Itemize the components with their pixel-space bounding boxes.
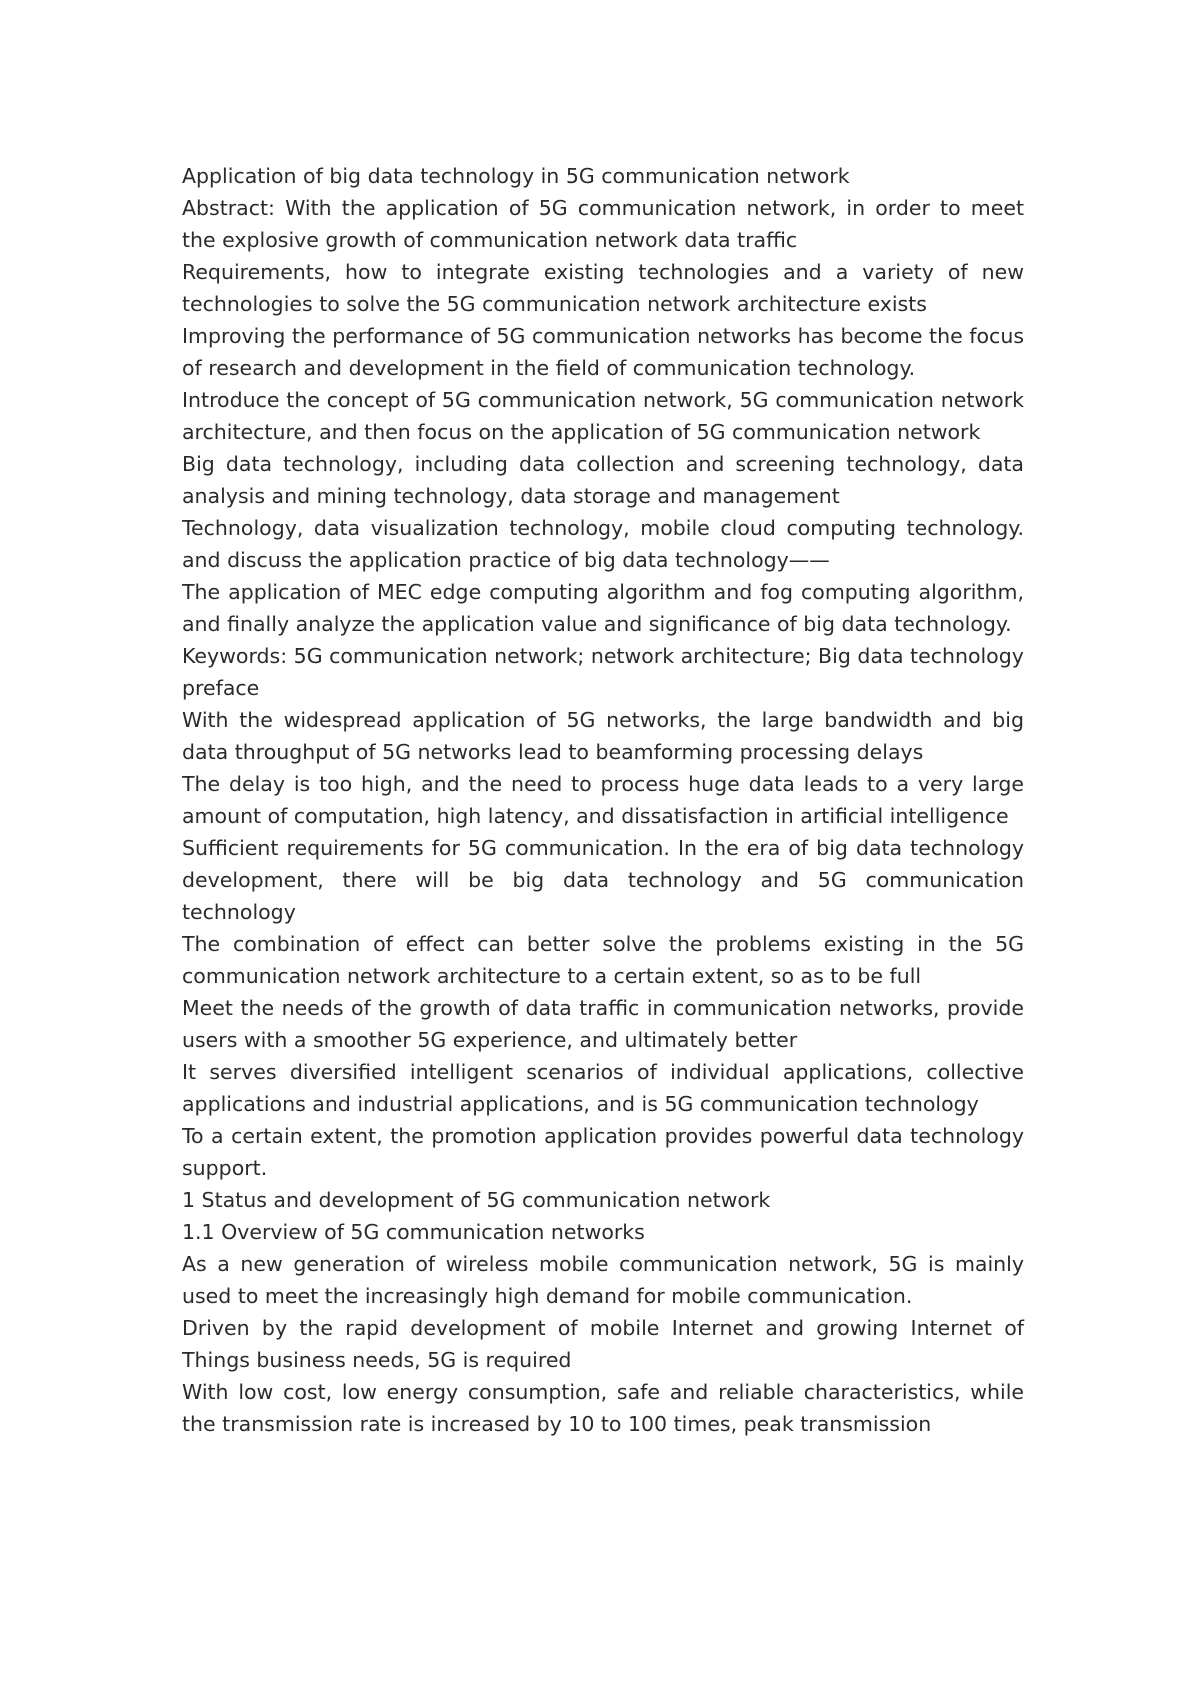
paragraph: To a certain extent, the promotion application provides powerful data technology support. <box>182 1124 1024 1180</box>
paragraph: Requirements, how to integrate existing technologies and a variety of new technologies to solve the 5G communication network architecture exists <box>182 260 1024 316</box>
section-heading: 1 Status and development of 5G communication network <box>182 1188 771 1212</box>
paragraph: Sufficient requirements for 5G communication. In the era of big data technology development, there will be big data technology and 5G communication technology <box>182 836 1024 924</box>
document-title: Application of big data technology in 5G communication network <box>182 164 850 188</box>
paragraph: With low cost, low energy consumption, safe and reliable characteristics, while the transmission rate is increased by 10 to 100 times, peak transmission <box>182 1380 1024 1436</box>
keywords-paragraph: Keywords: 5G communication network; network architecture; Big data technology <box>182 644 1024 668</box>
paragraph: The delay is too high, and the need to process huge data leads to a very large amount of computation, high latency, and dissatisfaction in artificial intelligence <box>182 772 1024 828</box>
subsection-heading: 1.1 Overview of 5G communication networks <box>182 1220 645 1244</box>
paragraph: Technology, data visualization technology, mobile cloud computing technology. and discuss the application practice of big data technology—— <box>182 516 1024 572</box>
section-heading-preface: preface <box>182 676 260 700</box>
paragraph: Introduce the concept of 5G communication network, 5G communication network architecture, and then focus on the application of 5G communication network <box>182 388 1024 444</box>
abstract-paragraph: Abstract: With the application of 5G communication network, in order to meet the explosive growth of communication network data traffic <box>182 196 1024 252</box>
paragraph: Meet the needs of the growth of data traffic in communication networks, provide users with a smoother 5G experience, and ultimately better <box>182 996 1024 1052</box>
document-body <box>182 160 1024 1440</box>
paragraph: Improving the performance of 5G communication networks has become the focus of research and development in the field of communication technology. <box>182 324 1024 380</box>
paragraph: Driven by the rapid development of mobile Internet and growing Internet of Things business needs, 5G is required <box>182 1316 1024 1372</box>
paragraph: As a new generation of wireless mobile communication network, 5G is mainly used to meet the increasingly high demand for mobile communication. <box>182 1252 1024 1308</box>
paragraph: It serves diversified intelligent scenarios of individual applications, collective applications and industrial applications, and is 5G communication technology <box>182 1060 1024 1116</box>
paragraph: The application of MEC edge computing algorithm and fog computing algorithm, and finally analyze the application value and significance of big data technology. <box>182 580 1024 636</box>
paragraph: With the widespread application of 5G networks, the large bandwidth and big data throughput of 5G networks lead to beamforming processing delays <box>182 708 1024 764</box>
paragraph: The combination of effect can better solve the problems existing in the 5G communication network architecture to a certain extent, so as to be full <box>182 932 1024 988</box>
paragraph: Big data technology, including data collection and screening technology, data analysis and mining technology, data storage and management <box>182 452 1024 508</box>
